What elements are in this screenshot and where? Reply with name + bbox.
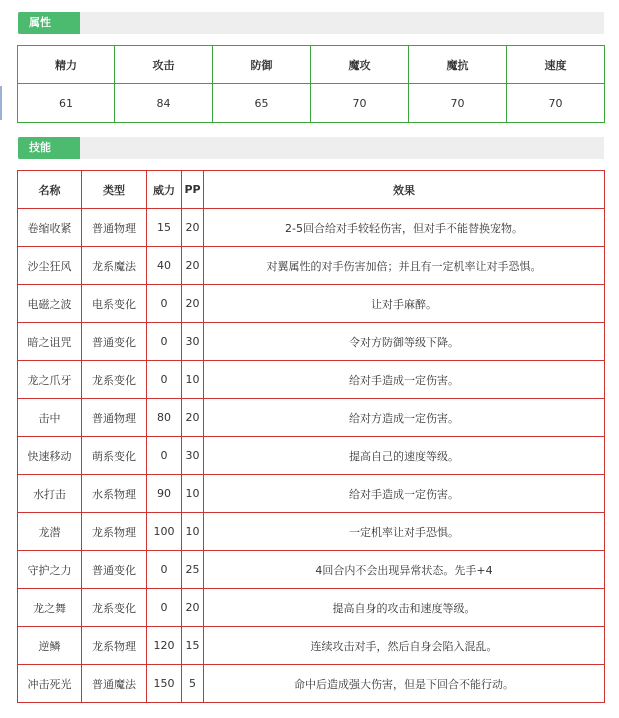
skill-pp-cell: 10 <box>182 361 204 399</box>
skill-pp-cell: 20 <box>182 209 204 247</box>
skill-name-cell: 快速移动 <box>18 437 82 475</box>
skill-row <box>18 323 605 361</box>
skill-pp-cell: 10 <box>182 513 204 551</box>
skill-type-cell: 萌系变化 <box>82 437 147 475</box>
skill-effect-cell: 给对方造成一定伤害。 <box>204 399 605 437</box>
skill-effect-cell: 连续攻击对手，然后自身会陷入混乱。 <box>204 627 605 665</box>
skill-name-cell: 电磁之波 <box>18 285 82 323</box>
skill-effect-cell: 提高自身的攻击和速度等级。 <box>204 589 605 627</box>
skill-effect-cell: 命中后造成强大伤害，但是下回合不能行动。 <box>204 665 605 703</box>
skill-pp-cell: 25 <box>182 551 204 589</box>
skill-type-cell: 龙系物理 <box>82 513 147 551</box>
skill-power-cell: 120 <box>147 627 182 665</box>
skill-type-cell: 普通变化 <box>82 323 147 361</box>
stats-header-cell: 魔抗 <box>409 46 507 84</box>
skill-row <box>18 399 605 437</box>
skill-row <box>18 665 605 703</box>
skill-power-cell: 90 <box>147 475 182 513</box>
skill-name-cell: 击中 <box>18 399 82 437</box>
skill-type-cell: 龙系物理 <box>82 627 147 665</box>
stats-header-row <box>18 46 605 84</box>
skill-pp-cell: 20 <box>182 247 204 285</box>
skill-pp-cell: 20 <box>182 399 204 437</box>
skills-header-cell: 名称 <box>18 171 82 209</box>
skill-row <box>18 627 605 665</box>
skills-table <box>17 170 605 703</box>
skill-pp-cell: 30 <box>182 437 204 475</box>
skill-row <box>18 285 605 323</box>
stats-value-cell: 70 <box>507 84 605 123</box>
skill-row <box>18 475 605 513</box>
skill-power-cell: 40 <box>147 247 182 285</box>
skill-effect-cell: 给对手造成一定伤害。 <box>204 475 605 513</box>
skill-name-cell: 水打击 <box>18 475 82 513</box>
skill-pp-cell: 20 <box>182 589 204 627</box>
skill-type-cell: 龙系魔法 <box>82 247 147 285</box>
stats-header-cell: 精力 <box>18 46 115 84</box>
skill-name-cell: 逆鳞 <box>18 627 82 665</box>
skill-name-cell: 守护之力 <box>18 551 82 589</box>
skill-type-cell: 普通物理 <box>82 399 147 437</box>
skill-pp-cell: 5 <box>182 665 204 703</box>
stats-table <box>17 45 605 123</box>
skill-name-cell: 龙之爪牙 <box>18 361 82 399</box>
skill-type-cell: 普通魔法 <box>82 665 147 703</box>
skill-power-cell: 150 <box>147 665 182 703</box>
skills-section-header <box>18 137 604 159</box>
skill-power-cell: 0 <box>147 361 182 399</box>
skill-name-cell: 龙之舞 <box>18 589 82 627</box>
skill-type-cell: 水系物理 <box>82 475 147 513</box>
skill-power-cell: 15 <box>147 209 182 247</box>
stats-value-cell: 84 <box>115 84 213 123</box>
stats-header-cell: 魔攻 <box>311 46 409 84</box>
skill-row <box>18 361 605 399</box>
skill-pp-cell: 10 <box>182 475 204 513</box>
skills-header-row <box>18 171 605 209</box>
skills-header-cell: PP <box>182 171 204 209</box>
stats-header-cell: 速度 <box>507 46 605 84</box>
skill-name-cell: 暗之诅咒 <box>18 323 82 361</box>
stats-value-cell: 70 <box>311 84 409 123</box>
skill-effect-cell: 给对手造成一定伤害。 <box>204 361 605 399</box>
skill-pp-cell: 20 <box>182 285 204 323</box>
skill-effect-cell: 令对方防御等级下降。 <box>204 323 605 361</box>
skill-effect-cell: 4回合内不会出现异常状态。先手+4 <box>204 551 605 589</box>
attributes-section-header <box>18 12 604 34</box>
stats-value-row <box>18 84 605 123</box>
stats-value-cell: 61 <box>18 84 115 123</box>
skill-power-cell: 0 <box>147 551 182 589</box>
skill-row <box>18 589 605 627</box>
skill-power-cell: 0 <box>147 589 182 627</box>
skill-name-cell: 卷缩收紧 <box>18 209 82 247</box>
skill-name-cell: 龙潜 <box>18 513 82 551</box>
stats-value-cell: 65 <box>213 84 311 123</box>
skill-effect-cell: 一定机率让对手恐惧。 <box>204 513 605 551</box>
skill-effect-cell: 对翼属性的对手伤害加倍；并且有一定机率让对手恐惧。 <box>204 247 605 285</box>
skill-type-cell: 普通物理 <box>82 209 147 247</box>
skills-header-cell: 威力 <box>147 171 182 209</box>
skill-pp-cell: 30 <box>182 323 204 361</box>
skill-power-cell: 0 <box>147 323 182 361</box>
skill-row <box>18 247 605 285</box>
skill-effect-cell: 2-5回合给对手较轻伤害，但对手不能替换宠物。 <box>204 209 605 247</box>
skill-power-cell: 0 <box>147 285 182 323</box>
skill-name-cell: 沙尘狂风 <box>18 247 82 285</box>
skill-effect-cell: 让对手麻醉。 <box>204 285 605 323</box>
skill-power-cell: 0 <box>147 437 182 475</box>
skill-row <box>18 513 605 551</box>
skill-type-cell: 普通变化 <box>82 551 147 589</box>
stats-value-cell: 70 <box>409 84 507 123</box>
stats-header-cell: 攻击 <box>115 46 213 84</box>
skill-effect-cell: 提高自己的速度等级。 <box>204 437 605 475</box>
skill-name-cell: 冲击死光 <box>18 665 82 703</box>
attributes-section-title: 属性 <box>18 12 80 34</box>
stats-header-cell: 防御 <box>213 46 311 84</box>
skill-row <box>18 551 605 589</box>
skill-type-cell: 龙系变化 <box>82 589 147 627</box>
skill-pp-cell: 15 <box>182 627 204 665</box>
skill-power-cell: 100 <box>147 513 182 551</box>
skill-row <box>18 209 605 247</box>
skill-power-cell: 80 <box>147 399 182 437</box>
skill-type-cell: 电系变化 <box>82 285 147 323</box>
skills-header-cell: 效果 <box>204 171 605 209</box>
skill-type-cell: 龙系变化 <box>82 361 147 399</box>
page-edge-marker <box>0 86 2 120</box>
skills-header-cell: 类型 <box>82 171 147 209</box>
skills-section-title: 技能 <box>18 137 80 159</box>
skill-row <box>18 437 605 475</box>
